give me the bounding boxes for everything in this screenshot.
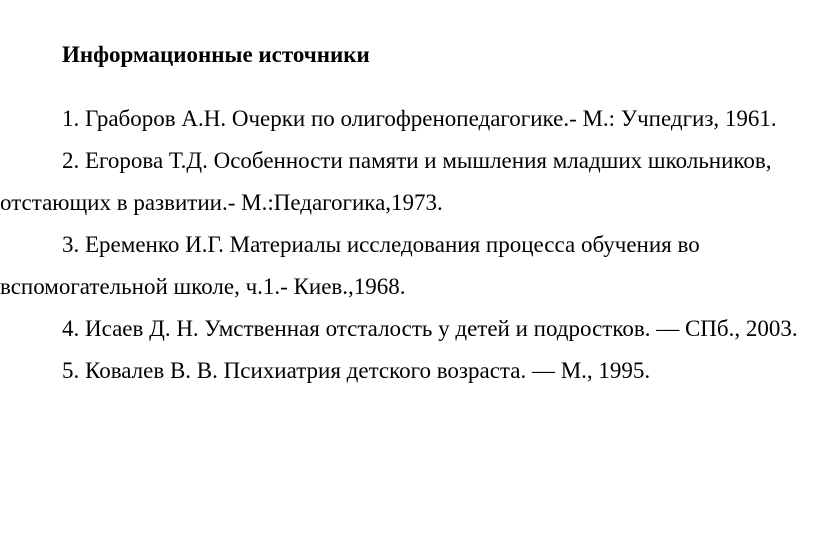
reference-item-2: 2. Егорова Т.Д. Особенности памяти и мышления младших школьников, отстающих в развитии.- М.:Педагогика,1973. <box>0 148 772 215</box>
reference-item-4: 4. Исаев Д. Н. Умственная отсталость у детей и подростков. — СПб., 2003. <box>62 316 798 341</box>
reference-item-5: 5. Ковалев В. В. Психиатрия детского возраста. — М., 1995. <box>62 358 651 383</box>
reference-item-3: 3. Еременко И.Г. Материалы исследования процесса обучения во вспомогательной школе, ч.1.- Киев.,1968. <box>0 232 700 299</box>
reference-item-1: 1. Граборов А.Н. Очерки по олигофренопедагогике.- М.: Учпедгиз, 1961. <box>62 106 777 131</box>
reference-list <box>0 98 812 392</box>
document-heading: Информационные источники <box>62 42 370 67</box>
